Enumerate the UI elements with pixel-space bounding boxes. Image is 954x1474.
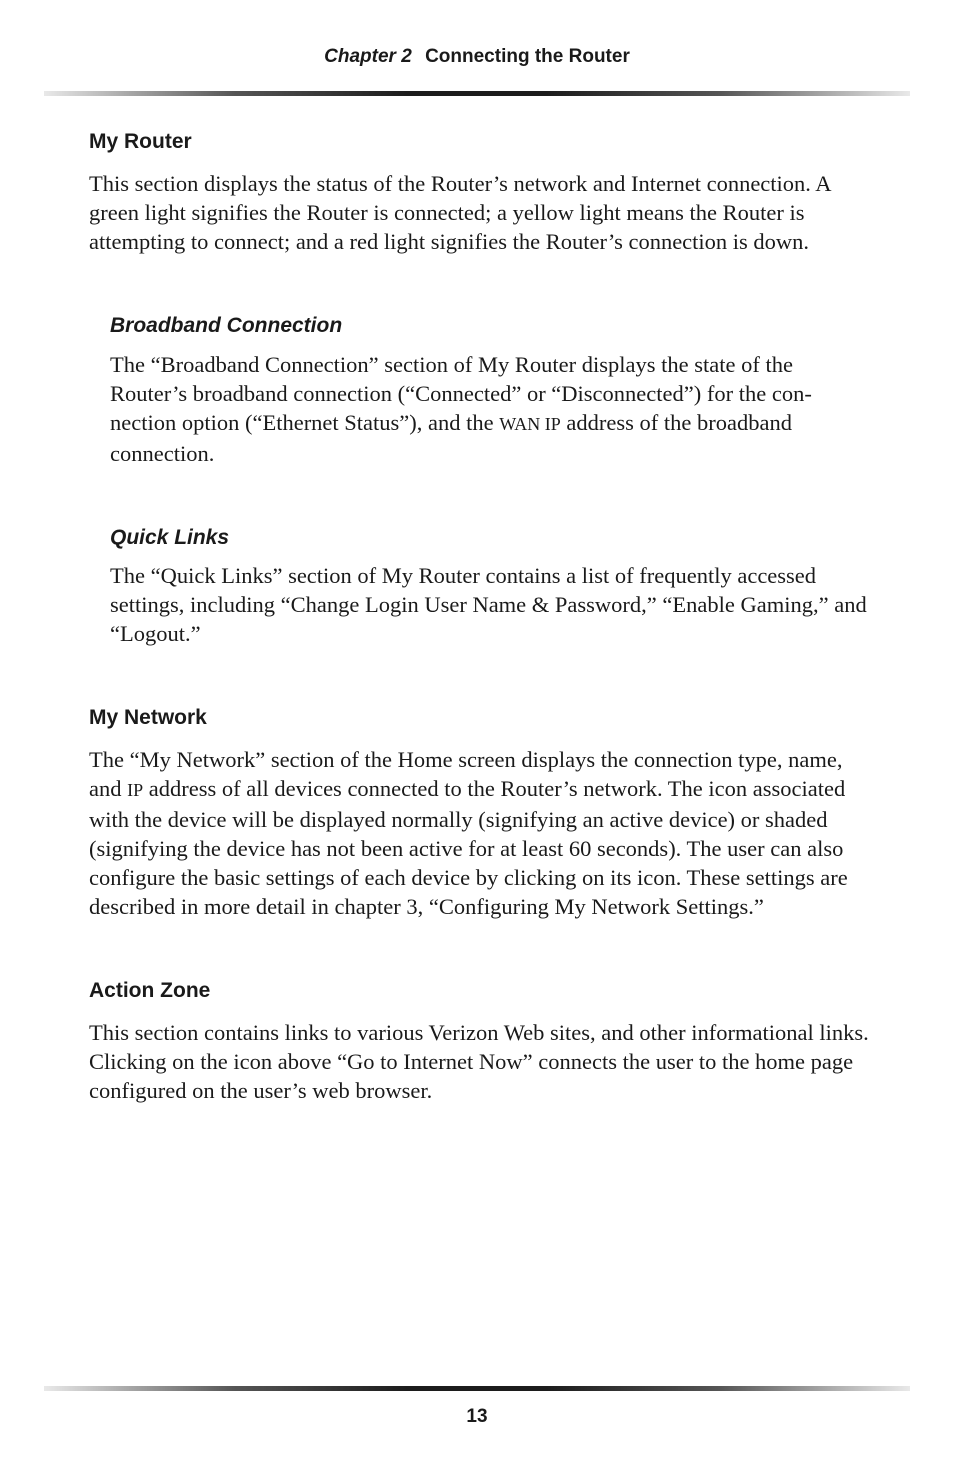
footer-rule [44,1386,910,1391]
section-paragraph: The “My Network” section of the Home screen displays the connection type, name, and IP address of all devices connected to the Router’s network. The icon associated with the device will be displayed normally (signifying an active device) or shaded (signifying the device has not been active for at least 60 seconds). The user can also configure the basic settings of each device by clicking on its icon. These settings are described in more detail in chapter 3, “Configuring My Network Settings.” [89,747,848,920]
section-action-zone [89,977,869,1105]
chapter-label: Chapter 2 [324,46,412,67]
section-my-router [89,128,869,256]
page-body [89,128,869,1105]
subsection-quick-links [110,524,869,648]
running-header [0,46,954,68]
chapter-title: Connecting the Router [425,46,630,67]
section-heading: Action Zone [89,979,211,1003]
section-heading: My Router [89,130,192,153]
subsection-heading: Quick Links [110,525,230,549]
section-heading: My Network [89,705,207,729]
subsection-broadband-connection [110,312,869,467]
section-paragraph: This section contains links to various Verizon Web sites, and other informational links. Clicking on the icon above “Go to Internet Now” connects the user to the home page configured on the user’s web browser. [89,1020,869,1104]
subsection-paragraph: The “Broadband Connection” section of My Router displays the state of the Router’s broadband connection (“Connected” or “Disconnected”) for the con-nection option (“Ethernet Status”), and the WAN IP address of the broadband connection. [110,351,812,466]
header-rule [44,91,910,96]
subsection-paragraph: The “Quick Links” section of My Router contains a list of frequently accessed settings, including “Change Login User Name & Password,” “Enable Gaming,” and “Logout.” [110,562,867,646]
section-my-network [89,704,869,921]
section-paragraph: This section displays the status of the Router’s network and Internet connection. A green light signifies the Router is connected; a yellow light means the Router is attempting to connect; and a red light signifies the Router’s connection is down. [89,171,831,255]
page-number: 13 [466,1406,488,1427]
subsection-heading: Broadband Connection [110,314,343,338]
ip-abbr: IP [127,780,144,801]
wan-ip-abbr: WAN IP [499,413,561,434]
